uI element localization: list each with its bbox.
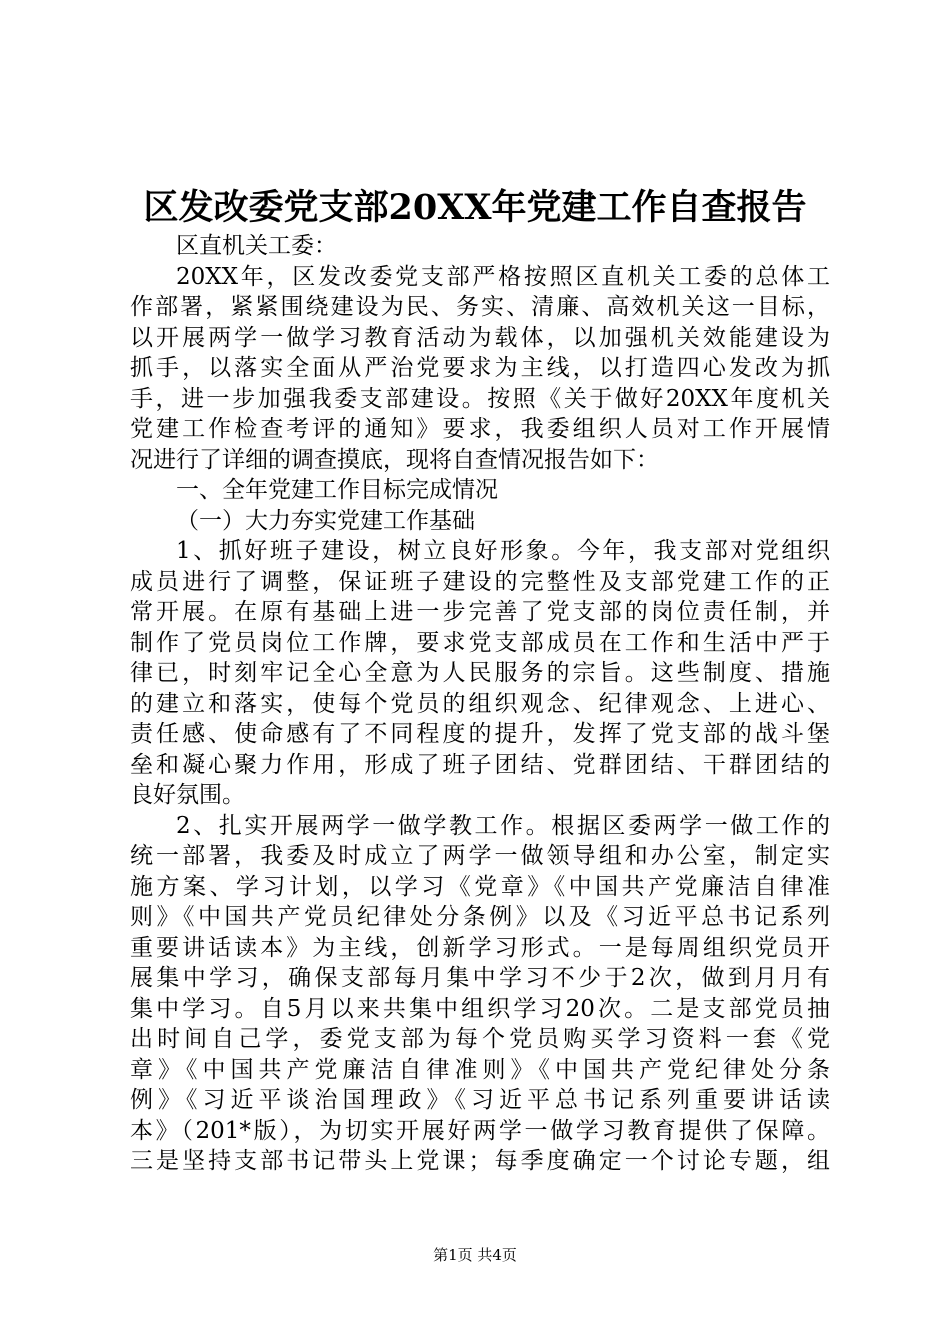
body-line: 例》《习近平谈治国理政》《习近平总书记系列重要讲话读 bbox=[130, 1087, 830, 1113]
body-line: 责任感、使命感有了不同程度的提升，发挥了党支部的战斗堡 bbox=[130, 721, 830, 747]
document-body bbox=[130, 231, 830, 1177]
body-line: 作部署，紧紧围绕建设为民、务实、清廉、高效机关这一目标， bbox=[130, 294, 830, 320]
body-line: 垒和凝心聚力作用，形成了班子团结、党群团结、干群团结的 bbox=[130, 751, 830, 778]
body-line: 的建立和落实，使每个党员的组织观念、纪律观念、上进心、 bbox=[130, 690, 830, 717]
document-title: 区发改委党支部20XX年党建工作自查报告 bbox=[143, 187, 807, 228]
body-line: 施方案、学习计划，以学习《党章》《中国共产党廉洁自律准 bbox=[130, 873, 830, 900]
body-line: 况进行了详细的调查摸底，现将自查情况报告如下： bbox=[130, 446, 659, 473]
body-line: 则》《中国共产党员纪律处分条例》以及《习近平总书记系列 bbox=[130, 904, 830, 930]
body-line: 常开展。在原有基础上进一步完善了党支部的岗位责任制，并 bbox=[130, 599, 830, 625]
body-line: 手，进一步加强我委支部建设。按照《关于做好20XX年度机关 bbox=[130, 385, 830, 412]
body-line: 出时间自己学，委党支部为每个党员购买学习资料一套《党 bbox=[130, 1026, 830, 1052]
body-line: 20XX年，区发改委党支部严格按照区直机关工委的总体工 bbox=[176, 263, 830, 290]
body-line: 律已，时刻牢记全心全意为人民服务的宗旨。这些制度、措施 bbox=[130, 660, 830, 686]
body-line: 本》（201*版），为切实开展好两学一做学习教育提供了保障。 bbox=[130, 1117, 830, 1144]
body-line: 重要讲话读本》为主线，创新学习形式。一是每周组织党员开 bbox=[130, 934, 830, 961]
body-line: 章》《中国共产党廉洁自律准则》《中国共产党纪律处分条 bbox=[130, 1056, 830, 1083]
body-line: 集中学习。自5月以来共集中组织学习20次。二是支部党员抽 bbox=[130, 995, 830, 1022]
body-line: 区直机关工委： bbox=[176, 233, 337, 259]
body-line: （一）大力夯实党建工作基础 bbox=[176, 507, 475, 534]
body-line: 2、扎实开展两学一做学教工作。根据区委两学一做工作的 bbox=[176, 812, 830, 839]
body-line: 三是坚持支部书记带头上党课；每季度确定一个讨论专题，组 bbox=[130, 1148, 830, 1174]
body-line: 良好氛围。 bbox=[130, 782, 245, 808]
body-line: 1、抓好班子建设，树立良好形象。今年，我支部对党组织 bbox=[176, 538, 830, 564]
body-line: 制作了党员岗位工作牌，要求党支部成员在工作和生活中严于 bbox=[130, 629, 830, 656]
body-line: 以开展两学一做学习教育活动为载体，以加强机关效能建设为 bbox=[130, 324, 830, 351]
body-line: 统一部署，我委及时成立了两学一做领导组和办公室，制定实 bbox=[130, 843, 830, 869]
body-line: 展集中学习，确保支部每月集中学习不少于2次，做到月月有 bbox=[130, 965, 830, 991]
body-line: 一、全年党建工作目标完成情况 bbox=[176, 477, 498, 503]
page-footer: 第1页 共4页 bbox=[433, 1246, 517, 1264]
body-line: 抓手，以落实全面从严治党要求为主线，以打造四心发改为抓 bbox=[130, 355, 830, 381]
body-line: 党建工作检查考评的通知》要求，我委组织人员对工作开展情 bbox=[130, 416, 830, 442]
body-line: 成员进行了调整，保证班子建设的完整性及支部党建工作的正 bbox=[130, 568, 830, 595]
